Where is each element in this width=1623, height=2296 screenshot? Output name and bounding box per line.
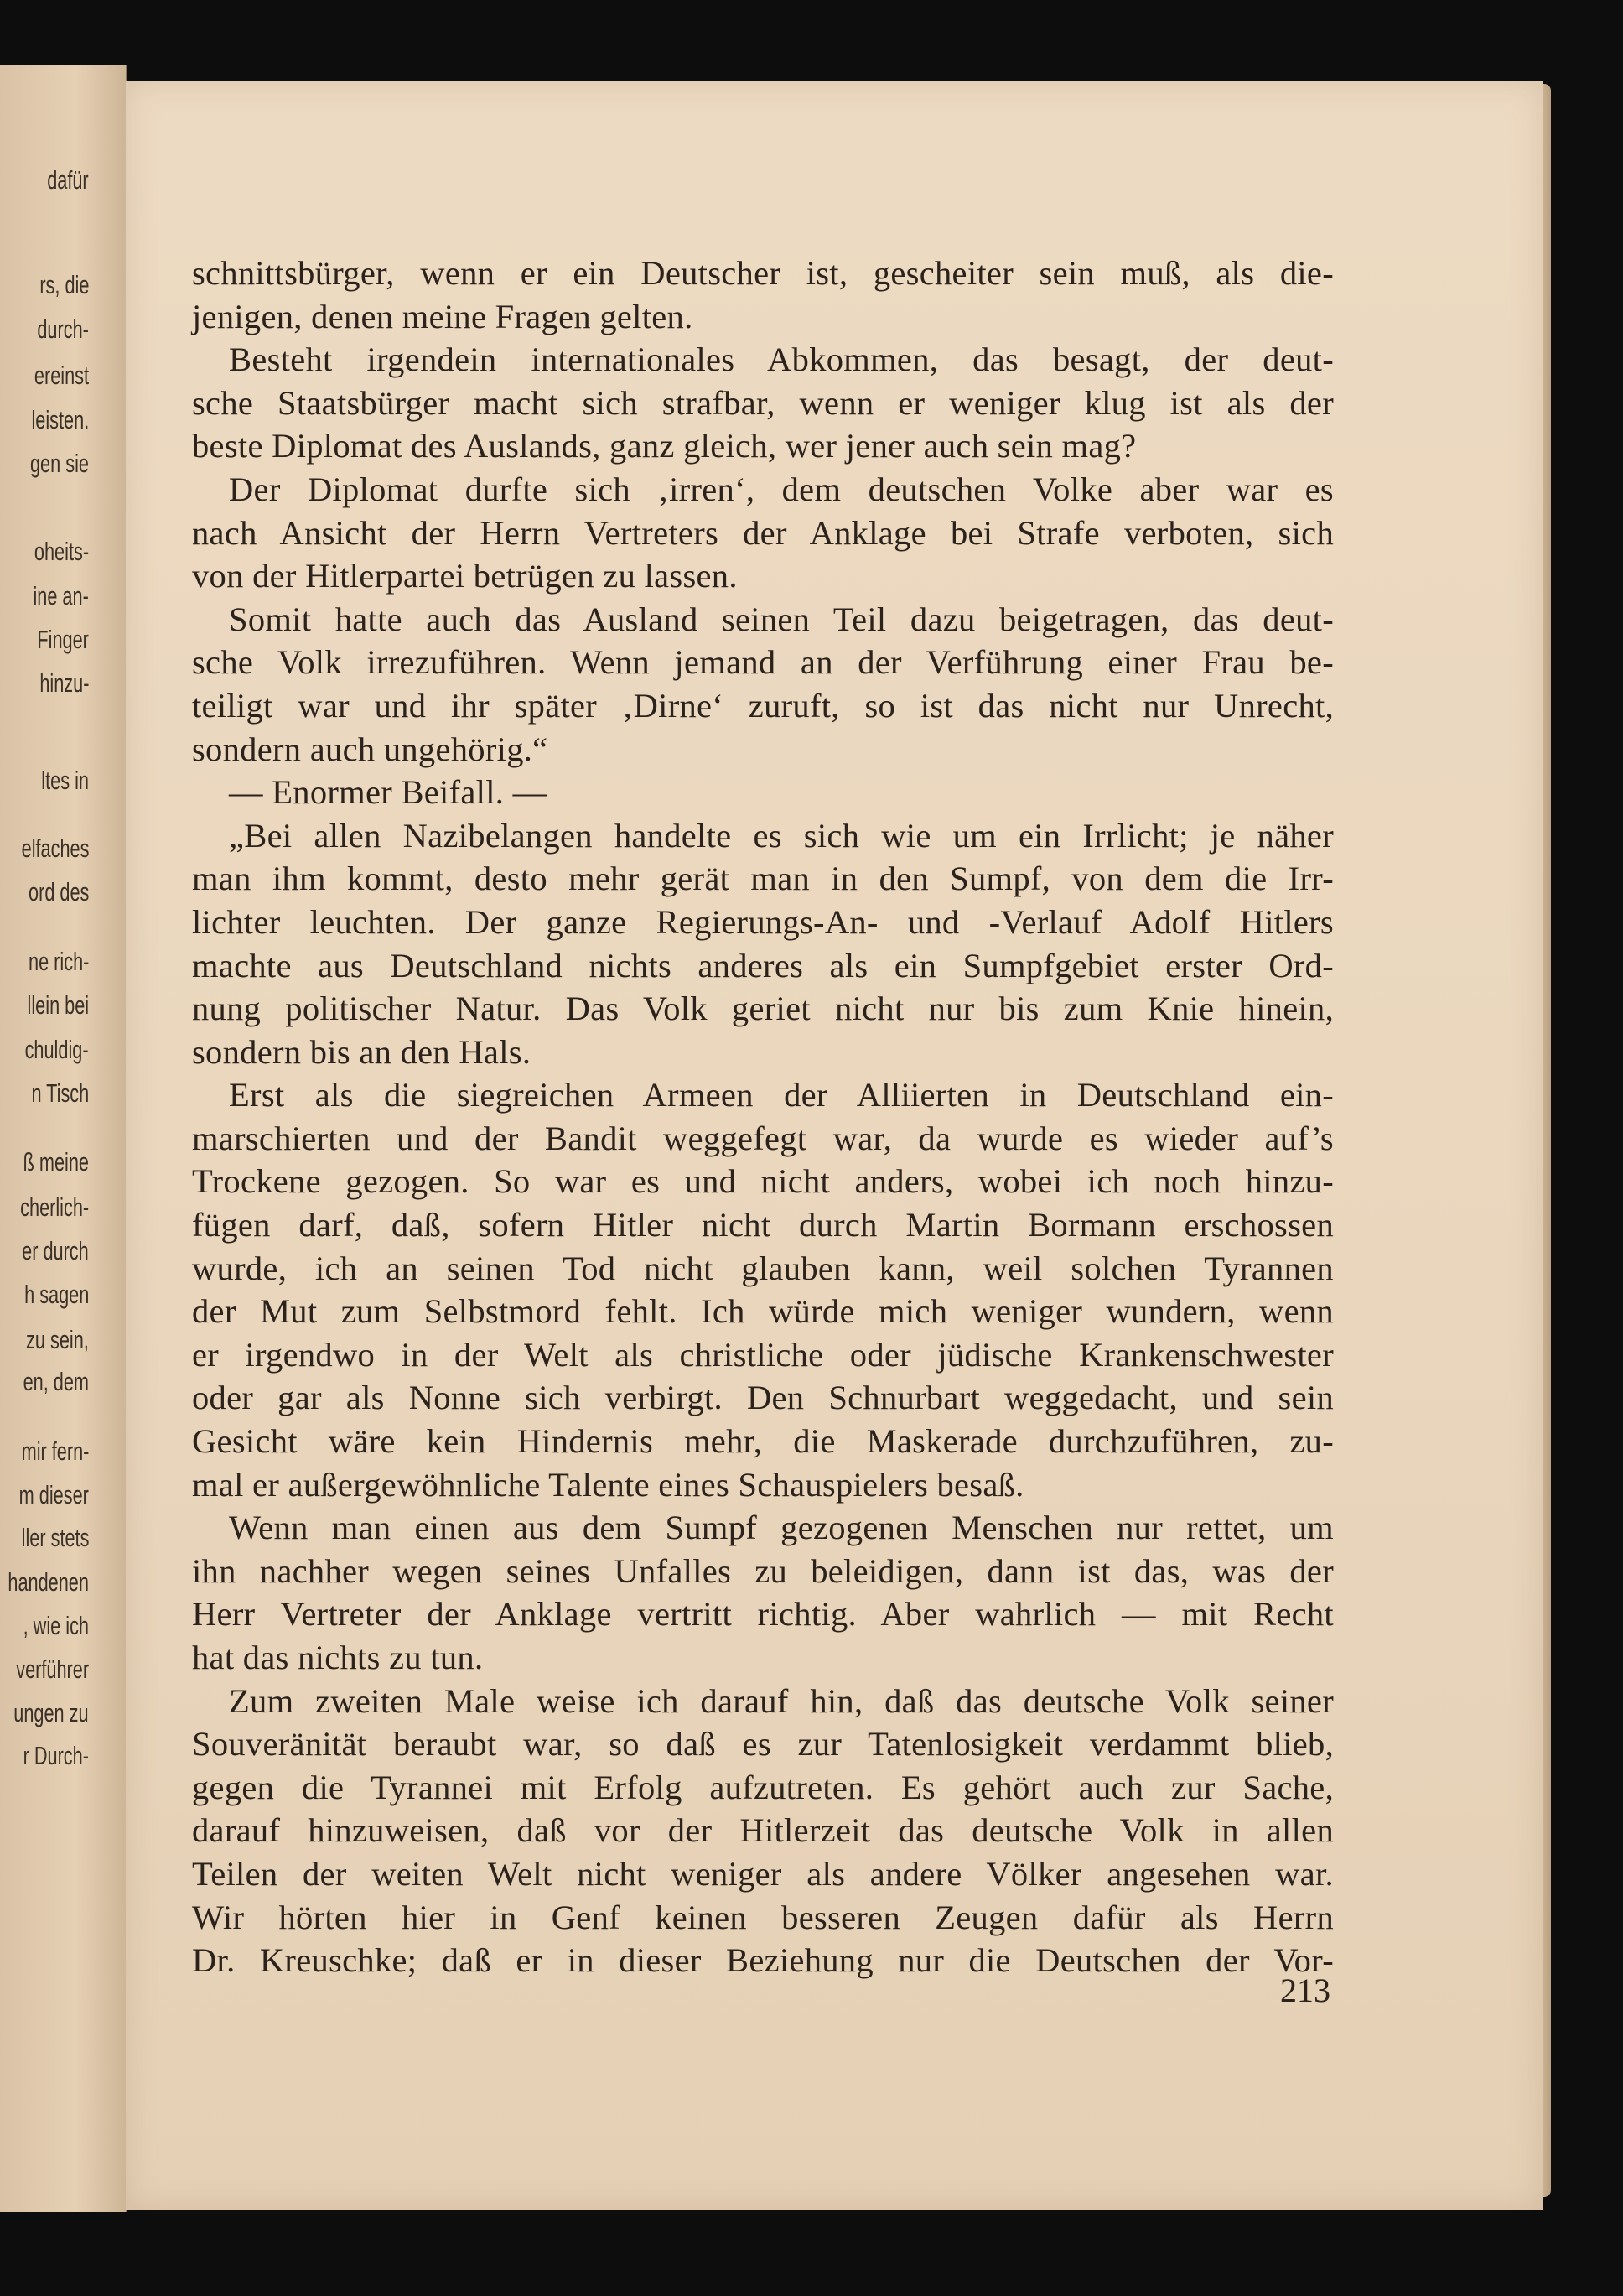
text-line: hat das nichts zu tun. bbox=[192, 1639, 484, 1676]
left-page-fragment: ß meine bbox=[23, 1147, 89, 1177]
left-page-fragment: ltes in bbox=[41, 766, 89, 795]
left-page-fragment: rs, die bbox=[39, 270, 89, 299]
text-line: er irgendwo in der Welt als christliche oder jüdische Krankenschwester bbox=[192, 1335, 1334, 1374]
text-line: marschierten und der Bandit weggefegt war, da wurde es wieder auf’s bbox=[192, 1119, 1334, 1157]
left-page-fragment: durch- bbox=[37, 314, 89, 344]
text-line: von der Hitlerpartei betrügen zu lassen. bbox=[192, 557, 738, 595]
text-line: schnittsbürger, wenn er ein Deutscher ist, gescheiter sein muß, als die- bbox=[192, 254, 1334, 292]
text-line: oder gar als Nonne sich verbirgt. Den Schnurbart weggedacht, und sein bbox=[192, 1379, 1334, 1417]
left-page-fragment: ller stets bbox=[21, 1523, 89, 1552]
left-page-fragment: Finger bbox=[37, 625, 89, 654]
text-line: Gesicht wäre kein Hindernis mehr, die Maskerade durchzuführen, zu- bbox=[192, 1422, 1334, 1461]
left-page-fragment: m dieser bbox=[18, 1480, 89, 1509]
left-facing-page bbox=[0, 65, 127, 2212]
text-line: ihn nachher wegen seines Unfalles zu beleidigen, dann ist das, was der bbox=[192, 1551, 1334, 1590]
left-page-fragment: oheits- bbox=[34, 537, 89, 566]
text-line: Trockene gezogen. So war es und nicht anders, wobei ich noch hinzu- bbox=[192, 1162, 1334, 1201]
text-line: Der Diplomat durfte sich ‚irren‘, dem deutschen Volke aber war es bbox=[229, 470, 1334, 508]
text-line: beste Diplomat des Auslands, ganz gleich, wer jener auch sein mag? bbox=[192, 427, 1137, 465]
left-page-fragment: gen sie bbox=[30, 449, 89, 478]
left-page-fragment: en, dem bbox=[23, 1367, 89, 1396]
text-line: Wir hörten hier in Genf keinen besseren Zeugen dafür als Herrn bbox=[192, 1898, 1334, 1936]
text-line: lichter leuchten. Der ganze Regierungs-An- und -Verlauf Adolf Hitlers bbox=[192, 902, 1334, 941]
left-page-fragment: mir fern- bbox=[21, 1436, 89, 1466]
text-line: Wenn man einen aus dem Sumpf gezogenen Menschen nur rettet, um bbox=[229, 1509, 1334, 1547]
text-line: „Bei allen Nazibelangen handelte es sich wie um ein Irrlicht; je näher bbox=[229, 816, 1334, 855]
text-line: darauf hinzuweisen, daß vor der Hitlerzeit das deutsche Volk in allen bbox=[192, 1811, 1334, 1850]
left-page-fragment: chuldig- bbox=[25, 1035, 89, 1064]
left-page-fragment: handenen bbox=[8, 1567, 89, 1597]
text-line: Besteht irgendein internationales Abkommen, das besagt, der deut- bbox=[229, 340, 1334, 379]
left-page-fragment: dafür bbox=[47, 165, 89, 195]
left-page-fragment: r Durch- bbox=[23, 1741, 89, 1770]
left-page-fragment: ine an- bbox=[33, 581, 89, 610]
left-page-fragment: hinzu- bbox=[39, 668, 89, 698]
text-line: sondern auch ungehörig.“ bbox=[192, 730, 548, 768]
left-page-fragment: h sagen bbox=[23, 1280, 89, 1309]
text-line: Erst als die siegreichen Armeen der Alliierten in Deutschland ein- bbox=[229, 1076, 1334, 1114]
text-line: machte aus Deutschland nichts anderes als ein Sumpfgebiet erster Ord- bbox=[192, 946, 1334, 984]
text-line: man ihm kommt, desto mehr gerät man in den Sumpf, von dem die Irr- bbox=[192, 860, 1334, 898]
text-line: — Enormer Beifall. — bbox=[229, 773, 547, 812]
left-page-fragment: er durch bbox=[22, 1236, 89, 1265]
left-page-fragment: ord des bbox=[28, 877, 89, 906]
left-page-fragment: llein bei bbox=[27, 990, 89, 1020]
text-line: Souveränität beraubt war, so daß es zur Tatenlosigkeit verdammt blieb, bbox=[192, 1725, 1334, 1764]
text-line: gegen die Tyrannei mit Erfolg aufzutreten. Es gehört auch zur Sache, bbox=[192, 1768, 1334, 1806]
left-page-fragment: elfaches bbox=[21, 834, 89, 863]
page-body-text bbox=[192, 252, 1334, 1982]
text-line: wurde, ich an seinen Tod nicht glauben kann, weil solchen Tyrannen bbox=[192, 1249, 1334, 1287]
text-line: jenigen, denen meine Fragen gelten. bbox=[192, 297, 693, 335]
left-page-fragment: ne rich- bbox=[28, 947, 89, 976]
text-line: Somit hatte auch das Ausland seinen Teil dazu beigetragen, das deut- bbox=[229, 600, 1334, 638]
text-line: Teilen der weiten Welt nicht weniger als andere Völker angesehen war. bbox=[192, 1854, 1334, 1893]
text-line: Zum zweiten Male weise ich darauf hin, daß das deutsche Volk seiner bbox=[229, 1681, 1334, 1720]
left-page-fragment: cherlich- bbox=[19, 1192, 89, 1222]
text-line: sche Staatsbürger macht sich strafbar, wenn er weniger klug ist als der bbox=[192, 383, 1334, 422]
text-line: Dr. Kreuschke; daß er in dieser Beziehung nur die Deutschen der Vor- bbox=[192, 1941, 1334, 1980]
left-page-fragment: ereinst bbox=[34, 361, 89, 390]
text-line: sche Volk irrezuführen. Wenn jemand an der Verführung einer Frau be- bbox=[192, 643, 1334, 682]
text-line: teiligt war und ihr später ‚Dirne‘ zuruft, so ist das nicht nur Unrecht, bbox=[192, 686, 1334, 725]
text-line: sondern bis an den Hals. bbox=[192, 1032, 531, 1071]
left-page-fragment: ungen zu bbox=[13, 1698, 89, 1727]
text-line: nach Ansicht der Herrn Vertreters der Anklage bei Strafe verboten, sich bbox=[192, 513, 1334, 552]
text-line: fügen darf, daß, sofern Hitler nicht durch Martin Bormann erschossen bbox=[192, 1206, 1334, 1244]
left-page-fragment: n Tisch bbox=[31, 1078, 89, 1108]
left-page-fragment: zu sein, bbox=[26, 1325, 89, 1354]
left-page-fragment: leisten. bbox=[31, 405, 89, 434]
text-line: mal er außergewöhnliche Talente eines Schauspielers besaß. bbox=[192, 1465, 1024, 1504]
left-page-fragment: , wie ich bbox=[23, 1611, 89, 1640]
text-line: Herr Vertreter der Anklage vertritt richtig. Aber wahrlich — mit Recht bbox=[192, 1595, 1334, 1634]
text-line: der Mut zum Selbstmord fehlt. Ich würde mich weniger wundern, wenn bbox=[192, 1292, 1334, 1331]
page-number: 213 bbox=[1280, 1971, 1330, 2009]
left-page-fragment: verführer bbox=[16, 1654, 89, 1684]
text-line: nung politischer Natur. Das Volk geriet nicht nur bis zum Knie hinein, bbox=[192, 990, 1334, 1028]
